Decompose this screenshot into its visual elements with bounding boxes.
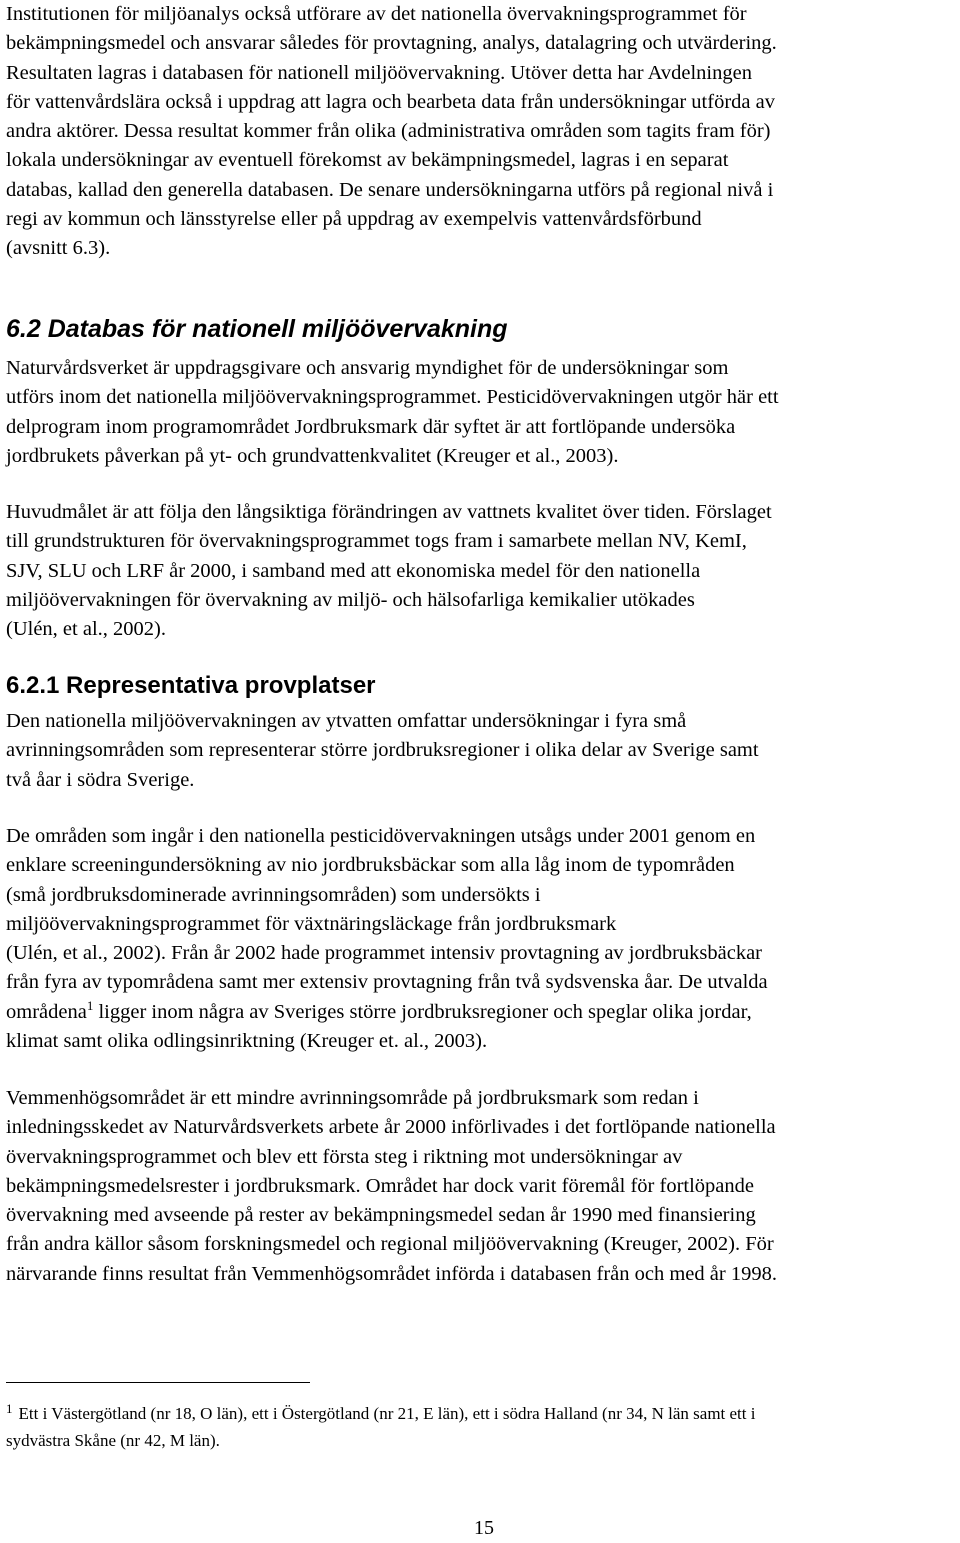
text-line: avrinningsområden som representerar större jordbruksregioner i olika delar av Sverige samt <box>6 739 759 762</box>
text-line: utförs inom det nationella miljöövervakningsprogrammet. Pesticidövervakningen utgör här ett <box>6 386 779 409</box>
text-line: övervakning med avseende på rester av bekämpningsmedel sedan år 1990 med finansiering <box>6 1204 756 1227</box>
text-line: övervakningsprogrammet och blev ett första steg i riktning mot undersökningar av <box>6 1145 683 1168</box>
text-line <box>6 998 956 1027</box>
text-line: från fyra av typområdena samt mer extensiv provtagning från två sydsvenska åar. De utvalda <box>6 971 768 994</box>
text-line: två åar i södra Sverige. <box>6 768 195 791</box>
text-line: från andra källor såsom forskningsmedel och regional miljöövervakning (Kreuger, 2002). För <box>6 1233 774 1256</box>
text-line: Den nationella miljöövervakningen av ytvatten omfattar undersökningar i fyra små <box>6 710 687 732</box>
footnote-mark: 1 <box>6 1401 13 1416</box>
text-fragment: områdena <box>6 1000 87 1023</box>
text-line: (Ulén, et al., 2002). Från år 2002 hade programmet intensiv provtagning av jordbruksbäckar <box>6 942 763 965</box>
text-line: andra aktörer. Dessa resultat kommer från olika (administrativa områden som tagits fram för) <box>6 120 771 143</box>
section-6-2-1-paragraph-2 <box>6 822 956 1056</box>
section-6-2-paragraph-1 <box>6 354 956 471</box>
section-heading-6-2: 6.2 Databas för nationell miljöövervakning <box>6 315 508 343</box>
footnote <box>6 1395 956 1454</box>
text-line: enklare screeningundersökning av nio jordbruksbäckar som alla låg inom de typområden <box>6 854 735 877</box>
text-line: De områden som ingår i den nationella pesticidövervakningen utsågs under 2001 genom en <box>6 825 756 847</box>
text-line: (små jordbruksdominerade avrinningsområden) som undersökts i <box>6 883 541 906</box>
footnote-line: sydvästra Skåne (nr 42, M län). <box>6 1431 220 1450</box>
text-line: klimat samt olika odlingsinriktning (Kreuger et. al., 2003). <box>6 1030 488 1053</box>
text-line: jordbrukets påverkan på yt- och grundvattenkvalitet (Kreuger et al., 2003). <box>6 444 619 467</box>
text-line: bekämpningsmedelsrester i jordbruksmark. Området har dock varit föremål för fortlöpande <box>6 1174 754 1197</box>
text-line: för vattenvårdslära också i uppdrag att lagra och bearbeta data från undersökningar utförda av <box>6 90 775 113</box>
text-line: inledningsskedet av Naturvårdsverkets arbete år 2000 införlivades i det fortlöpande nationella <box>6 1116 776 1139</box>
text-line: Naturvårdsverket är uppdragsgivare och ansvarig myndighet för de undersökningar som <box>6 357 729 379</box>
text-line: miljöövervakningsprogrammet för växtnäringsläckage från jordbruksmark <box>6 912 617 935</box>
section-6-2-paragraph-2 <box>6 498 956 644</box>
text-line: (Ulén, et al., 2002). <box>6 618 166 641</box>
intro-paragraph <box>6 0 956 264</box>
text-line: databas, kallad den generella databasen. De senare undersökningarna utförs på regional nivå i <box>6 178 774 201</box>
text-line: bekämpningsmedel och ansvarar således för provtagning, analys, datalagring och utvärdering. <box>6 32 777 55</box>
text-line: miljöövervakningen för övervakning av miljö- och hälsofarliga kemikalier utökades <box>6 588 695 611</box>
page-number: 15 <box>474 1517 494 1539</box>
text-line: Vemmenhögsområdet är ett mindre avrinningsområde på jordbruksmark som redan i <box>6 1087 699 1109</box>
text-line: delprogram inom programområdet Jordbruksmark där syftet är att fortlöpande undersöka <box>6 415 736 438</box>
text-line: SJV, SLU och LRF år 2000, i samband med att ekonomiska medel för den nationella <box>6 559 701 582</box>
text-line: närvarande finns resultat från Vemmenhögsområdet införda i databasen från och med år 1998. <box>6 1262 777 1285</box>
text-line: till grundstrukturen för övervakningsprogrammet togs fram i samarbete mellan NV, KemI, <box>6 530 747 553</box>
footnote-divider <box>6 1382 310 1383</box>
text-line: Institutionen för miljöanalys också utförare av det nationella övervakningsprogrammet för <box>6 3 747 25</box>
text-line: (avsnitt 6.3). <box>6 237 111 260</box>
text-line: Huvudmålet är att följa den långsiktiga förändringen av vattnets kvalitet över tiden. Förslaget <box>6 501 772 523</box>
footnote-text: Ett i Västergötland (nr 18, O län), ett i Östergötland (nr 21, E län), ett i södra Halland (nr 34, N län samt ett i <box>18 1404 756 1423</box>
text-fragment: ligger inom några av Sveriges större jordbruksregioner och speglar olika jordar, <box>93 1000 752 1023</box>
section-6-2-1-paragraph-1 <box>6 707 956 795</box>
footnote-reference: 1 <box>86 997 94 1013</box>
footnote-line <box>6 1395 956 1427</box>
text-line: regi av kommun och länsstyrelse eller på uppdrag av exempelvis vattenvårdsförbund <box>6 208 702 231</box>
text-line: lokala undersökningar av eventuell förekomst av bekämpningsmedel, lagras i en separat <box>6 149 729 172</box>
section-6-2-1-paragraph-3 <box>6 1084 956 1289</box>
text-line: Resultaten lagras i databasen för nationell miljöövervakning. Utöver detta har Avdelningen <box>6 61 752 84</box>
section-heading-6-2-1: 6.2.1 Representativa provplatser <box>6 672 376 699</box>
